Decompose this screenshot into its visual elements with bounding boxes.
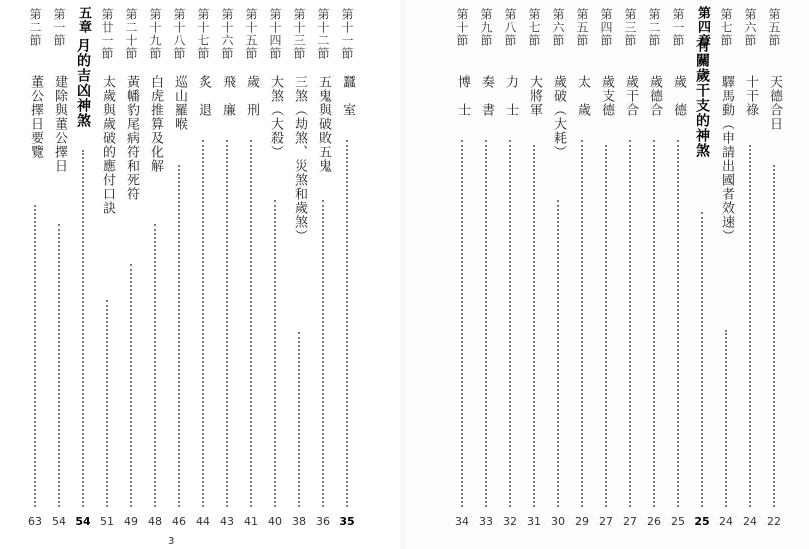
dot-leader bbox=[485, 140, 487, 507]
page-number: 24 bbox=[743, 515, 757, 528]
toc-entry bbox=[572, 0, 592, 549]
dot-leader bbox=[58, 224, 60, 507]
section-title: 大將軍 bbox=[527, 75, 542, 117]
section-number: 第五節 bbox=[575, 8, 589, 47]
section-number: 第十二節 bbox=[316, 8, 330, 60]
toc-entry bbox=[217, 0, 237, 549]
page-number: 30 bbox=[551, 515, 565, 528]
toc-entry bbox=[145, 0, 165, 549]
page-number: 31 bbox=[527, 515, 541, 528]
dot-leader bbox=[226, 140, 228, 507]
dot-leader bbox=[346, 140, 348, 507]
toc-page-right bbox=[405, 0, 809, 549]
page-number: 44 bbox=[196, 515, 210, 528]
page-number: 48 bbox=[148, 515, 162, 528]
page-number: 63 bbox=[28, 515, 42, 528]
toc-entry bbox=[337, 0, 357, 549]
toc-entry bbox=[524, 0, 544, 549]
section-number: 第九節 bbox=[479, 8, 493, 47]
page-number: 27 bbox=[623, 515, 637, 528]
toc-entry bbox=[97, 0, 117, 549]
page-number: 40 bbox=[268, 515, 282, 528]
dot-leader bbox=[773, 165, 775, 507]
section-title: 建除與董公擇日 bbox=[52, 75, 67, 173]
toc-entry bbox=[620, 0, 640, 549]
section-title: 驛馬動（申請出國者效速） bbox=[719, 75, 734, 243]
page-number: 38 bbox=[292, 515, 306, 528]
section-number: 第十七節 bbox=[196, 8, 210, 60]
section-number: 第十五節 bbox=[244, 8, 258, 60]
page-number: 33 bbox=[479, 515, 493, 528]
toc-entry bbox=[241, 0, 261, 549]
section-number: 第十九節 bbox=[148, 8, 162, 60]
section-title: 大煞（大殺） bbox=[268, 75, 283, 159]
toc-entry bbox=[169, 0, 189, 549]
section-number: 第七節 bbox=[527, 8, 541, 47]
dot-leader bbox=[298, 332, 300, 507]
chapter-title: 月的吉凶神煞 bbox=[75, 38, 91, 128]
page-number: 22 bbox=[767, 515, 781, 528]
toc-entry bbox=[289, 0, 309, 549]
section-number: 第二十節 bbox=[124, 8, 138, 60]
page-number: 34 bbox=[455, 515, 469, 528]
section-title: 董公擇日要覽 bbox=[28, 75, 43, 159]
toc-entry bbox=[668, 0, 688, 549]
dot-leader bbox=[34, 205, 36, 507]
section-title: 五鬼與破敗五鬼 bbox=[316, 75, 331, 173]
dot-leader bbox=[701, 212, 703, 507]
section-title: 炙 退 bbox=[196, 75, 211, 117]
section-title: 奏 書 bbox=[479, 75, 494, 117]
section-number: 第十四節 bbox=[268, 8, 282, 60]
page-number: 36 bbox=[316, 515, 330, 528]
dot-leader bbox=[202, 140, 204, 507]
section-title: 太歲與歲破的應付口訣 bbox=[100, 75, 115, 215]
dot-leader bbox=[178, 165, 180, 507]
page-number: 43 bbox=[220, 515, 234, 528]
dot-leader bbox=[533, 145, 535, 507]
dot-leader bbox=[154, 224, 156, 507]
section-number: 第十八節 bbox=[172, 8, 186, 60]
dot-leader bbox=[130, 264, 132, 507]
section-title: 三煞（劫煞、災煞和歲煞） bbox=[292, 75, 307, 243]
section-number: 第一節 bbox=[52, 8, 66, 47]
section-number: 第六節 bbox=[551, 8, 565, 47]
toc-entry bbox=[313, 0, 333, 549]
section-title: 黃幡豹尾病符和死符 bbox=[124, 75, 139, 201]
page-number: 25 bbox=[671, 515, 685, 528]
section-title: 歲 德 bbox=[671, 75, 686, 117]
page-number: 46 bbox=[172, 515, 186, 528]
section-title: 力 士 bbox=[503, 75, 518, 117]
dot-leader bbox=[274, 200, 276, 507]
page-number: 32 bbox=[503, 515, 517, 528]
chapter-entry bbox=[692, 0, 712, 549]
section-title: 歲 刑 bbox=[244, 75, 259, 117]
section-title: 蠶 室 bbox=[340, 75, 355, 117]
section-number: 第十六節 bbox=[220, 8, 234, 60]
section-number: 第四節 bbox=[599, 8, 613, 47]
section-number: 第一節 bbox=[671, 8, 685, 47]
dot-leader bbox=[557, 200, 559, 507]
page-number: 24 bbox=[719, 515, 733, 528]
section-number: 第二節 bbox=[28, 8, 42, 47]
chapter-number: 五章 bbox=[76, 6, 91, 34]
section-number: 第十三節 bbox=[292, 8, 306, 60]
dot-leader bbox=[725, 330, 727, 507]
toc-entry bbox=[644, 0, 664, 549]
section-number: 第三節 bbox=[623, 8, 637, 47]
section-number: 第十一節 bbox=[340, 8, 354, 60]
section-title: 歲支德 bbox=[599, 75, 614, 117]
chapter-number: 第四章 bbox=[695, 6, 710, 48]
page-number: 49 bbox=[124, 515, 138, 528]
page-number: 26 bbox=[647, 515, 661, 528]
dot-leader bbox=[250, 140, 252, 507]
toc-entry bbox=[476, 0, 496, 549]
section-number: 第二節 bbox=[647, 8, 661, 47]
page-number: 51 bbox=[100, 515, 114, 528]
dot-leader bbox=[322, 200, 324, 507]
section-title: 歲德合 bbox=[647, 75, 662, 117]
dot-leader bbox=[106, 300, 108, 507]
toc-entry bbox=[764, 0, 784, 549]
dot-leader bbox=[82, 150, 84, 507]
toc-entry bbox=[716, 0, 736, 549]
dot-leader bbox=[653, 140, 655, 507]
dot-leader bbox=[509, 140, 511, 507]
page-number: 54 bbox=[75, 515, 91, 528]
page-number: 41 bbox=[244, 515, 258, 528]
chapter-entry bbox=[73, 0, 93, 549]
section-title: 白虎推算及化解 bbox=[148, 75, 163, 173]
toc-entry bbox=[121, 0, 141, 549]
page-folio: 3 bbox=[168, 536, 175, 547]
toc-entry bbox=[193, 0, 213, 549]
section-number: 第五節 bbox=[767, 8, 781, 47]
section-title: 十干祿 bbox=[743, 75, 758, 117]
page-number: 29 bbox=[575, 515, 589, 528]
section-title: 天德合日 bbox=[767, 75, 782, 131]
section-number: 第七節 bbox=[719, 8, 733, 47]
toc-entry bbox=[596, 0, 616, 549]
section-number: 第十節 bbox=[455, 8, 469, 47]
dot-leader bbox=[461, 140, 463, 507]
dot-leader bbox=[677, 140, 679, 507]
section-title: 飛 廉 bbox=[220, 75, 235, 117]
toc-entry bbox=[265, 0, 285, 549]
section-title: 歲破（大耗） bbox=[551, 75, 566, 159]
section-title: 太 歲 bbox=[575, 75, 590, 117]
section-number: 第八節 bbox=[503, 8, 517, 47]
dot-leader bbox=[605, 145, 607, 507]
chapter-title: 有關歲干支的神煞 bbox=[694, 38, 710, 158]
page-number: 25 bbox=[694, 515, 710, 528]
section-number: 第廿一節 bbox=[100, 8, 114, 60]
toc-entry bbox=[49, 0, 69, 549]
section-title: 巡山羅喉 bbox=[172, 75, 187, 131]
section-number: 第六節 bbox=[743, 8, 757, 47]
toc-entry bbox=[452, 0, 472, 549]
toc-entry bbox=[548, 0, 568, 549]
page-number: 27 bbox=[599, 515, 613, 528]
toc-entry bbox=[500, 0, 520, 549]
dot-leader bbox=[581, 140, 583, 507]
toc-entry bbox=[25, 0, 45, 549]
section-title: 歲干合 bbox=[623, 75, 638, 117]
page-number: 35 bbox=[339, 515, 355, 528]
dot-leader bbox=[629, 140, 631, 507]
page-number: 54 bbox=[52, 515, 66, 528]
dot-leader bbox=[749, 145, 751, 507]
toc-entry bbox=[740, 0, 760, 549]
section-title: 博 士 bbox=[455, 75, 470, 117]
